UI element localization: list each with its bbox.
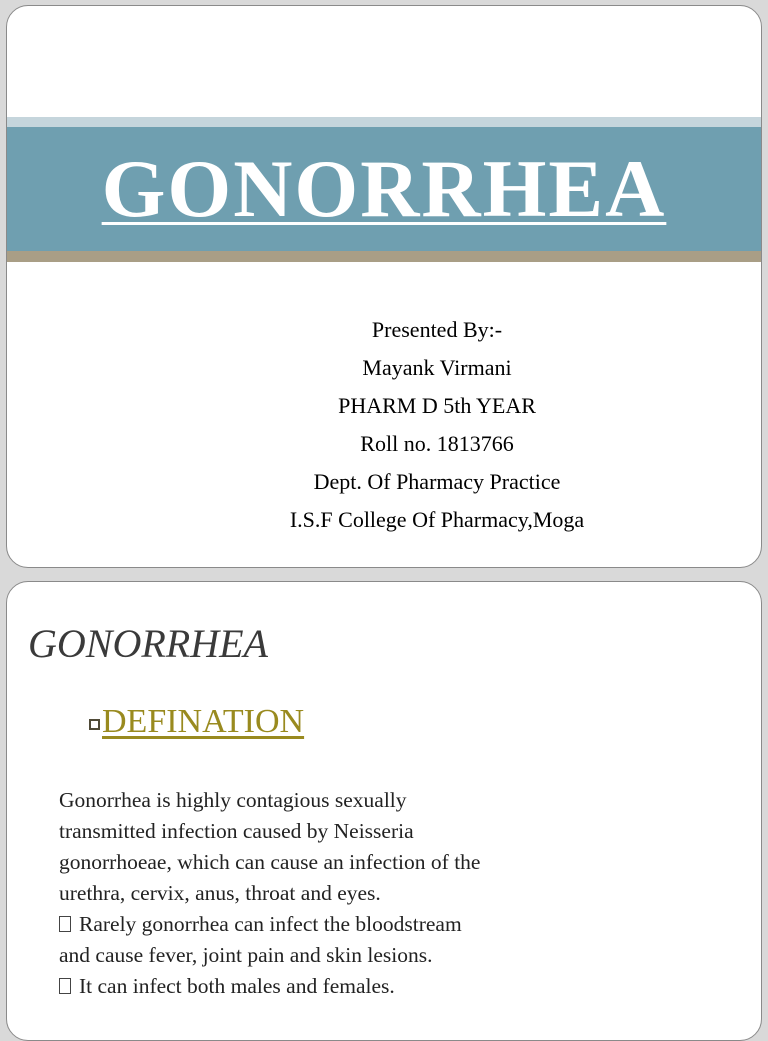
body-line: and cause fever, joint pain and skin lesions. bbox=[59, 943, 433, 967]
section-label: DEFINATION bbox=[102, 703, 305, 740]
presenter-line: Presented By:- bbox=[371, 317, 503, 342]
bullet-line bbox=[59, 909, 579, 940]
body-line: urethra, cervix, anus, throat and eyes. bbox=[59, 881, 381, 905]
missing-glyph-icon bbox=[59, 978, 71, 994]
presenter-line: Dept. Of Pharmacy Practice bbox=[313, 469, 561, 494]
body-line: Gonorrhea is highly contagious sexually bbox=[59, 788, 407, 812]
slide-title-heading: GONORRHEA bbox=[101, 143, 667, 234]
body-line: It can infect both males and females. bbox=[79, 974, 395, 998]
body-line: Rarely gonorrhea can infect the bloodstream bbox=[79, 912, 462, 936]
missing-glyph-icon bbox=[59, 916, 71, 932]
body-line: gonorrhoeae, which can cause an infection of the bbox=[59, 850, 481, 874]
body-line: transmitted infection caused by Neisseria bbox=[59, 819, 414, 843]
slide-title bbox=[6, 5, 762, 568]
bullet-line bbox=[59, 971, 579, 1002]
square-bullet-icon bbox=[89, 719, 100, 730]
presenter-line: Roll no. 1813766 bbox=[360, 431, 514, 456]
presenter-line: I.S.F College Of Pharmacy,Moga bbox=[289, 507, 585, 532]
title-band-top bbox=[7, 117, 761, 127]
slide-definition bbox=[6, 581, 762, 1041]
presenter-line: PHARM D 5th YEAR bbox=[338, 393, 536, 418]
section-heading bbox=[89, 703, 304, 741]
definition-text bbox=[59, 785, 579, 1002]
title-band-bottom bbox=[7, 251, 761, 262]
slide-heading: GONORRHEA bbox=[28, 621, 268, 666]
presenter-info bbox=[157, 311, 717, 539]
presenter-line: Mayank Virmani bbox=[362, 355, 512, 380]
